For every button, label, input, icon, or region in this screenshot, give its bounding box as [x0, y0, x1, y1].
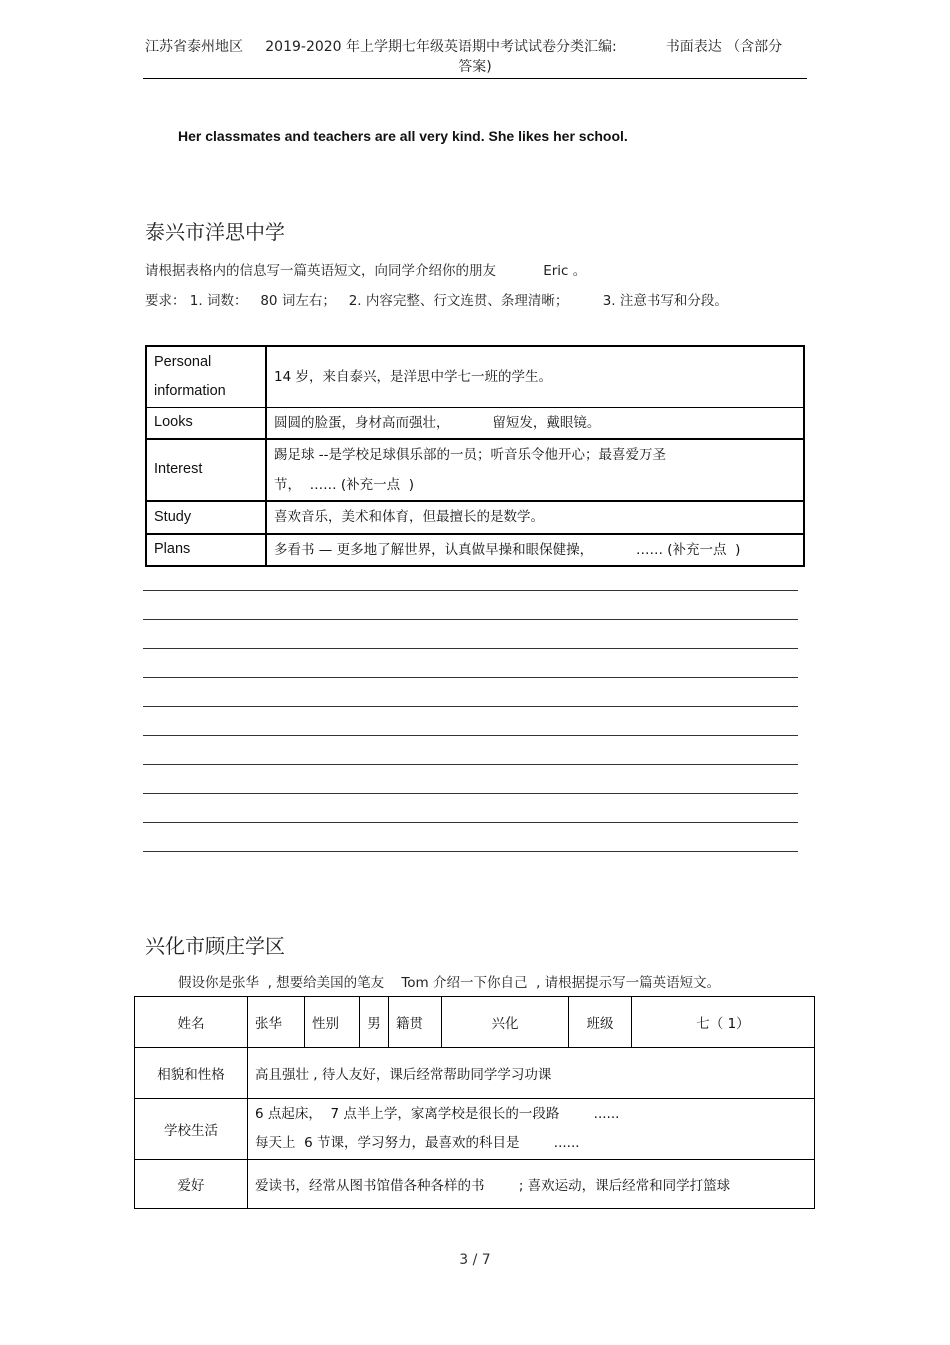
row-value: 爱读书，经常从图书馆借各种各样的书 ; 喜欢运动，课后经常和同学打篮球	[248, 1160, 815, 1209]
origin-label-cell: 籍贯	[389, 997, 442, 1048]
table-row	[146, 346, 804, 407]
writing-line	[143, 677, 798, 678]
class-label-cell: 班级	[569, 997, 632, 1048]
table-row	[146, 439, 804, 501]
row-label: 相貌和性格	[135, 1048, 248, 1099]
section1-instruction-end: 。	[572, 263, 587, 279]
previous-answer-text: Her classmates and teachers are all very kind. She likes her school.	[178, 128, 628, 144]
section2-school-title: 兴化市顾庄学区	[145, 934, 285, 958]
name-label-cell: 姓名	[135, 997, 248, 1048]
header-title: 2019-2020 年上学期七年级英语期中考试试卷分类汇编:	[265, 39, 617, 55]
origin-cell: 兴化	[442, 997, 569, 1048]
gender-cell: 男	[360, 997, 389, 1048]
row-value: 多看书 — 更多地了解世界，认真做早操和眼保健操， …… (补充一点 )	[266, 534, 804, 566]
table-row	[146, 534, 804, 566]
table-row	[135, 997, 815, 1048]
row-value: 喜欢音乐，美术和体育，但最擅长的是数学。	[266, 501, 804, 534]
writing-line	[143, 764, 798, 765]
req1-num: 80 词左右；	[260, 293, 336, 309]
header-topic: 书面表达 （含部分	[665, 39, 783, 55]
row-value: 14 岁，来自泰兴，是洋思中学七一班的学生。	[266, 346, 804, 407]
writing-line	[143, 735, 798, 736]
section1-instruction-text: 请根据表格内的信息写一篇英语短文，向同学介绍你的朋友	[145, 263, 496, 279]
header-title-line	[145, 36, 805, 56]
gender-label-cell: 性别	[305, 997, 360, 1048]
header-region: 江苏省泰州地区	[145, 39, 243, 55]
page-number: 3 / 7	[459, 1252, 491, 1268]
row-value	[248, 1099, 815, 1160]
table-row	[135, 1048, 815, 1099]
writing-line	[143, 590, 798, 591]
row-label: 爱好	[135, 1160, 248, 1209]
section1-instruction	[145, 259, 586, 279]
row-label: 学校生活	[135, 1099, 248, 1160]
writing-line	[143, 619, 798, 620]
row-value	[266, 439, 804, 501]
row-label: Interest	[146, 439, 266, 501]
row-label: Study	[146, 501, 266, 534]
row-value-line1: 踢足球 --是学校足球俱乐部的一员；听音乐令他开心；最喜爱万圣	[274, 446, 667, 463]
name-cell: 张华	[248, 997, 305, 1048]
writing-line	[143, 851, 798, 852]
writing-line	[143, 822, 798, 823]
header-divider	[143, 78, 807, 79]
friend-info-table	[145, 345, 805, 567]
section1-requirements	[145, 289, 728, 309]
table-row	[146, 407, 804, 439]
writing-line	[143, 793, 798, 794]
table-row	[135, 1160, 815, 1209]
section1-friend-name: Eric	[543, 263, 569, 279]
writing-line	[143, 648, 798, 649]
row-value-line2: 每天上 6 节课，学习努力，最喜欢的科目是 ......	[255, 1135, 580, 1151]
req-label: 要求：	[145, 293, 186, 309]
class-cell: 七（ 1）	[632, 997, 815, 1048]
writing-line	[143, 706, 798, 707]
row-label: Looks	[146, 407, 266, 439]
row-value: 圆圆的脸蛋，身材高而强壮， 留短发，戴眼镜。	[266, 407, 804, 439]
req2: 2. 内容完整、行文连贯、条理清晰；	[348, 293, 569, 309]
row-value-line2: 节， …… (补充一点 )	[274, 476, 414, 493]
table-row	[135, 1099, 815, 1160]
self-intro-table	[134, 996, 815, 1209]
table-row	[146, 501, 804, 534]
section2-instruction: 假设你是张华 , 想要给美国的笔友 Tom 介绍一下你自己 , 请根据提示写一篇英语短文。	[178, 975, 721, 991]
row-label: Plans	[146, 534, 266, 566]
row-value: 高且强壮 , 待人友好，课后经常帮助同学学习功课	[248, 1048, 815, 1099]
row-label	[146, 346, 266, 407]
row-value-line1: 6 点起床， 7 点半上学，家离学校是很长的一段路 ......	[255, 1106, 620, 1122]
req1: 1. 词数：	[189, 293, 248, 309]
req3: 3. 注意书写和分段。	[602, 293, 728, 309]
row-label-line2: information	[154, 382, 226, 399]
section1-school-title: 泰兴市洋思中学	[145, 220, 285, 244]
row-label-line1: Personal	[154, 353, 212, 370]
header-title-continued: 答案)	[458, 59, 492, 75]
